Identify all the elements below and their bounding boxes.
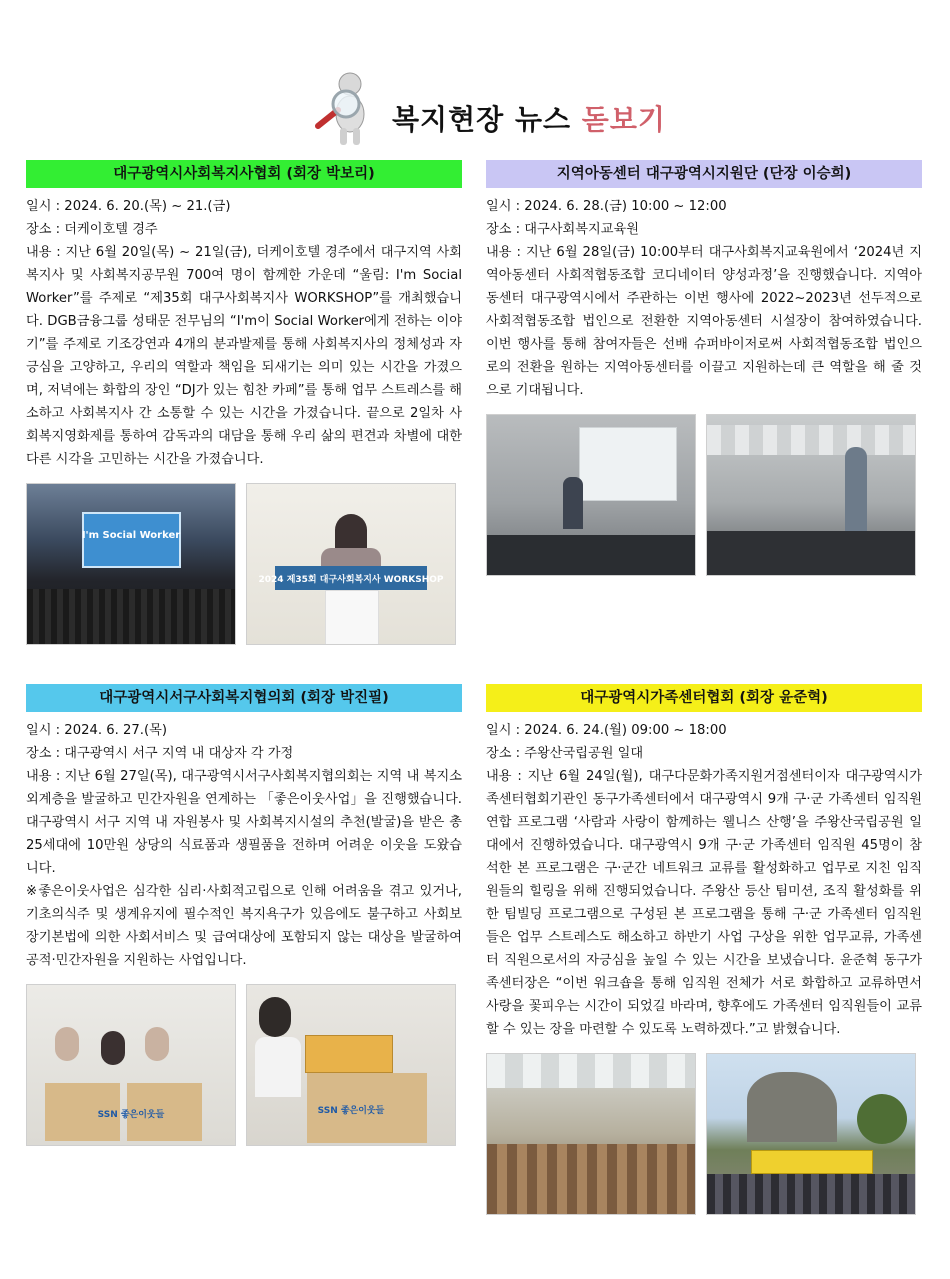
magnifier-figure-icon — [300, 68, 390, 148]
donation-volunteer-photo — [246, 984, 456, 1146]
photo-caption: I'm Social Worker — [81, 530, 181, 541]
article-place: 장소 : 주왕산국립공원 일대 — [486, 745, 644, 761]
article-place: 장소 : 대구광역시 서구 지역 내 대상자 각 가정 — [26, 745, 294, 761]
article-family-center-association — [486, 684, 922, 1215]
article-content: 내용 : 지난 6월 20일(목) ~ 21일(금), 더케이호텔 경주에서 대구지역 사회복지사 및 사회복지공무원 700여 명이 함께한 가운데 “울림: I'm Social Worker”를 주제로 “제35회 대구사회복지사 WORKSHOP”를 개최했습니다. DGB금융그룹 성태문 전무님의 “I'm이 Social Worker에게 전하는 이야기”를 주제로 기조강연과 4개의 분과발제를 통해 사회복지사의 정체성과 자긍심을 고양하고, 우리의 역할과 책임을 되새기는 의미 있는 시간을 가졌으며, 저녁에는 화합의 장인 “DJ가 있는 힘찬 카페”를 통해 업무 스트레스를 해소하고 사회복지사 간 소통할 수 있는 시간을 가졌습니다. 끝으로 2일차 사회복지영화제를 통하여 감독과의 대담을 통해 우리 삶의 편견과 차별에 대한 다른 시각을 고민하는 시간을 가졌습니다. — [26, 245, 462, 467]
article-content: 내용 : 지난 6월 24일(월), 대구다문화가족지원거점센터이자 대구광역시가족센터협회기관인 동구가족센터에서 대구광역시 9개 구·군 가족센터 임직원 연합 프로그램 ‘사람과 사랑이 함께하는 웰니스 산행’을 주왕산국립공원 일대에서 진행하였습니다. 대구광역시 9개 구·군 가족센터 임직원 45명이 참석한 본 프로그램은 구·군간 네트워크 교류를 활성화하고 업무로 지친 임직원들의 힐링을 위해 진행되었습니다. 주왕산 등산 팀미션, 조직 활성화를 위한 팀빌딩 프로그램으로 구성된 본 프로그램을 통해 구·군 가족센터 임직원들은 업무 스트레스도 해소하고 하반기 사업 구상을 위한 업무교류, 가족센터 직원으로서의 자긍심을 높일 수 있는 시간을 보냈습니다. 윤준혁 동구가족센터장은 “이번 워크숍을 통해 임직원 전체가 서로 화합하고 교류하면서 사랑을 꽃피우는 시간이 되었길 바라며, 향후에도 가족센터 임직원들이 교류할 수 있는 장을 마련할 수 있도록 노력하겠다.”고 밝혔습니다. — [486, 769, 922, 1037]
banquet-hall-photo — [486, 1053, 696, 1215]
classroom-presentation-photo — [486, 414, 696, 576]
article-place: 장소 : 대구사회복지교육원 — [486, 221, 639, 237]
article-banner: 대구광역시가족센터협회 (회장 윤준혁) — [486, 684, 922, 712]
mountain-group-photo — [706, 1053, 916, 1215]
article-banner: 대구광역시사회복지사협회 (회장 박보리) — [26, 160, 462, 188]
photo-caption: 2024 제35회 대구사회복지사 WORKSHOP — [258, 575, 444, 585]
article-date: 일시 : 2024. 6. 28.(금) 10:00 ~ 12:00 — [486, 199, 727, 214]
page-header — [0, 62, 950, 152]
article-banner: 지역아동센터 대구광역시지원단 (단장 이승희) — [486, 160, 922, 188]
article-note: ※좋은이웃사업은 심각한 심리·사회적고립으로 인해 어려움을 겪고 있거나, 기초의식주 및 생계유지에 필수적인 복지욕구가 있음에도 불구하고 사회보장기본법에 의한 사회서비스 및 급여대상에 포함되지 않는 대상을 발굴하여 공적·민간자원을 지원하는 사업입니다. — [26, 884, 462, 968]
photo-row — [486, 414, 922, 576]
photo-row — [26, 483, 462, 645]
donation-group-photo — [26, 984, 236, 1146]
article-date: 일시 : 2024. 6. 20.(목) ~ 21.(금) — [26, 199, 231, 214]
article-social-worker-association — [26, 160, 462, 645]
photo-caption: SSN 좋은이웃들 — [317, 1106, 385, 1116]
article-date: 일시 : 2024. 6. 27.(목) — [26, 723, 168, 738]
photo-row — [486, 1053, 922, 1215]
article-banner: 대구광역시서구사회복지협의회 (회장 박진필) — [26, 684, 462, 712]
article-content: 내용 : 지난 6월 28일(금) 10:00부터 대구사회복지교육원에서 ‘2024년 지역아동센터 사회적협동조합 코디네이터 양성과정’을 진행했습니다. 지역아동센터 대구광역시에서 주관하는 이번 행사에 2022~2023년 선두적으로 사회적협동조합 법인으로 전환한 지역아동센터 시설장이 참여하였습니다. 이번 행사를 통해 참여자들은 선배 슈퍼바이저로써 사회적협동조합 법인으로의 전환을 원하는 지역아동센터를 이끌고 지원하는데 큰 역할을 해 줄 것으로 기대됩니다. — [486, 245, 922, 398]
photo-caption: SSN 좋은이웃들 — [97, 1110, 165, 1120]
title-main: 복지현장 뉴스 — [392, 103, 572, 136]
article-seogu-welfare-council — [26, 684, 462, 1146]
title-accent: 돋보기 — [581, 103, 666, 136]
article-place: 장소 : 더케이호텔 경주 — [26, 221, 158, 237]
article-content: 내용 : 지난 6월 27일(목), 대구광역시서구사회복지협의회는 지역 내 복지소외계층을 발굴하고 민간자원을 연계하는 「좋은이웃사업」을 진행했습니다. 대구광역시 서구 지역 내 자원봉사 및 사회복지시설의 추천(발굴)을 받은 총 25세대에 10만원 상당의 식료품과 생필품을 전하며 어려운 이웃을 도왔습니다. — [26, 769, 462, 876]
workshop-speaker-photo — [246, 483, 456, 645]
article-date: 일시 : 2024. 6. 24.(월) 09:00 ~ 18:00 — [486, 723, 727, 738]
photo-row — [26, 984, 462, 1146]
article-local-childrens-center — [486, 160, 922, 576]
page-title — [392, 98, 666, 138]
workshop-hall-photo — [26, 483, 236, 645]
classroom-discussion-photo — [706, 414, 916, 576]
